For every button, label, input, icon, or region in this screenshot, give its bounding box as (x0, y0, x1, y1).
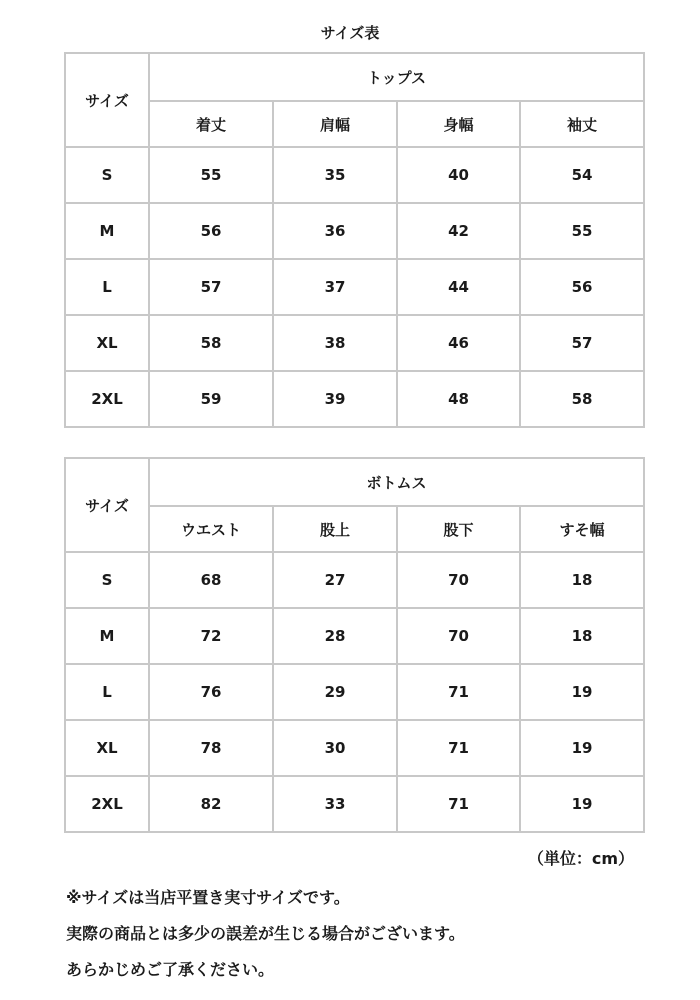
note-line: あらかじめご了承ください。 (66, 960, 275, 979)
column-header: すそ幅 (520, 506, 644, 552)
table-cell: 37 (273, 259, 397, 315)
table-row (65, 776, 644, 832)
bottoms-size-table (64, 457, 645, 833)
table-cell: 33 (273, 776, 397, 832)
table-cell: 28 (273, 608, 397, 664)
column-header: 股上 (273, 506, 397, 552)
table-row (65, 720, 644, 776)
table-row (65, 259, 644, 315)
table-cell: 71 (397, 776, 520, 832)
table-cell: 27 (273, 552, 397, 608)
column-header: 肩幅 (273, 101, 397, 147)
table-cell: 29 (273, 664, 397, 720)
size-label: 2XL (65, 371, 149, 427)
size-label: 2XL (65, 776, 149, 832)
note-line: ※サイズは当店平置き実寸サイズです。 (66, 888, 350, 907)
table-cell: 72 (149, 608, 273, 664)
column-header: 股下 (397, 506, 520, 552)
column-header: 身幅 (397, 101, 520, 147)
table-cell: 19 (520, 720, 644, 776)
table-cell: 42 (397, 203, 520, 259)
table-cell: 39 (273, 371, 397, 427)
table-cell: 57 (520, 315, 644, 371)
note-line: 実際の商品とは多少の誤差が生じる場合がございます。 (66, 924, 465, 943)
table-cell: 38 (273, 315, 397, 371)
table-cell: 54 (520, 147, 644, 203)
size-label: M (65, 608, 149, 664)
table-cell: 18 (520, 552, 644, 608)
size-label: S (65, 552, 149, 608)
table-cell: 18 (520, 608, 644, 664)
notes-block (66, 880, 465, 988)
column-header: 着丈 (149, 101, 273, 147)
tops-size-table (64, 52, 645, 428)
table-cell: 82 (149, 776, 273, 832)
table-cell: 70 (397, 608, 520, 664)
table-cell: 76 (149, 664, 273, 720)
size-label: M (65, 203, 149, 259)
size-label: XL (65, 720, 149, 776)
table-row (65, 371, 644, 427)
table-cell: 70 (397, 552, 520, 608)
table-cell: 55 (520, 203, 644, 259)
table-cell: 58 (149, 315, 273, 371)
bottoms-group-header: ボトムス (149, 458, 644, 506)
table-row (65, 552, 644, 608)
table-row (65, 608, 644, 664)
table-cell: 71 (397, 664, 520, 720)
table-row (65, 664, 644, 720)
table-row (65, 315, 644, 371)
table-cell: 40 (397, 147, 520, 203)
column-header: ウエスト (149, 506, 273, 552)
table-cell: 46 (397, 315, 520, 371)
table-cell: 30 (273, 720, 397, 776)
column-header: 袖丈 (520, 101, 644, 147)
table-cell: 48 (397, 371, 520, 427)
table-cell: 55 (149, 147, 273, 203)
size-label: L (65, 259, 149, 315)
table-cell: 59 (149, 371, 273, 427)
table-cell: 44 (397, 259, 520, 315)
table-cell: 68 (149, 552, 273, 608)
unit-note: （単位：cm） (527, 849, 634, 868)
table-row (65, 147, 644, 203)
size-label: XL (65, 315, 149, 371)
table-cell: 35 (273, 147, 397, 203)
table-row (65, 203, 644, 259)
page-title: サイズ表 (320, 24, 380, 42)
tops-group-header: トップス (149, 53, 644, 101)
table-cell: 78 (149, 720, 273, 776)
size-label: S (65, 147, 149, 203)
size-column-header: サイズ (65, 53, 149, 147)
table-cell: 71 (397, 720, 520, 776)
table-cell: 56 (149, 203, 273, 259)
size-column-header: サイズ (65, 458, 149, 552)
table-cell: 19 (520, 776, 644, 832)
table-cell: 36 (273, 203, 397, 259)
table-cell: 19 (520, 664, 644, 720)
size-label: L (65, 664, 149, 720)
table-cell: 57 (149, 259, 273, 315)
table-cell: 56 (520, 259, 644, 315)
table-cell: 58 (520, 371, 644, 427)
